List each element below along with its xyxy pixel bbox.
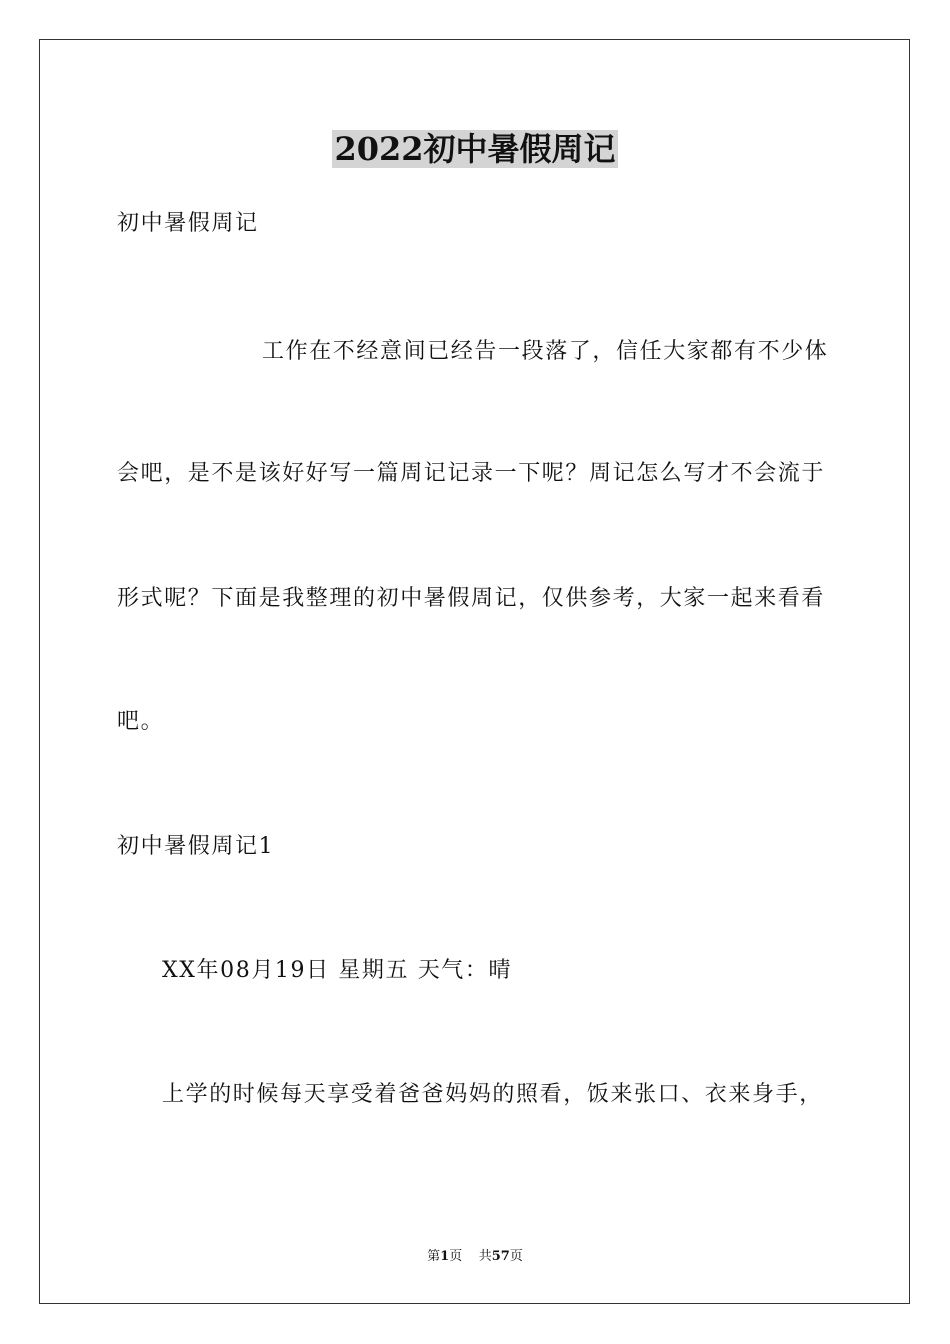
document-title-text: 2022初中暑假周记 [334,130,616,168]
paragraph-line: 吧。 [117,709,165,734]
footer-total-pages: 57 [491,1249,510,1264]
footer-page-mid: 页 共 [449,1249,492,1264]
footer-page-suffix: 页 [509,1249,523,1264]
paragraph-line: 上学的时候每天享受着爸爸妈妈的照看，饭来张口、衣来身手， [162,1082,823,1107]
page-footer [0,1248,950,1266]
section-heading: 初中暑假周记1 [117,834,275,859]
paragraph-line: 形式呢？下面是我整理的初中暑假周记，仅供参考，大家一起来看看 [117,586,826,611]
section-heading: 初中暑假周记 [117,211,259,236]
document-title [0,126,950,172]
date-line: XX年08月19日 星期五 天气：晴 [162,958,513,983]
paragraph-line: 工作在不经意间已经告一段落了，信任大家都有不少体 [262,339,829,364]
paragraph-line: 会吧，是不是该好好写一篇周记记录一下呢？周记怎么写才不会流于 [117,461,826,486]
footer-page-prefix: 第 [427,1249,441,1264]
footer-current-page: 1 [440,1249,450,1264]
